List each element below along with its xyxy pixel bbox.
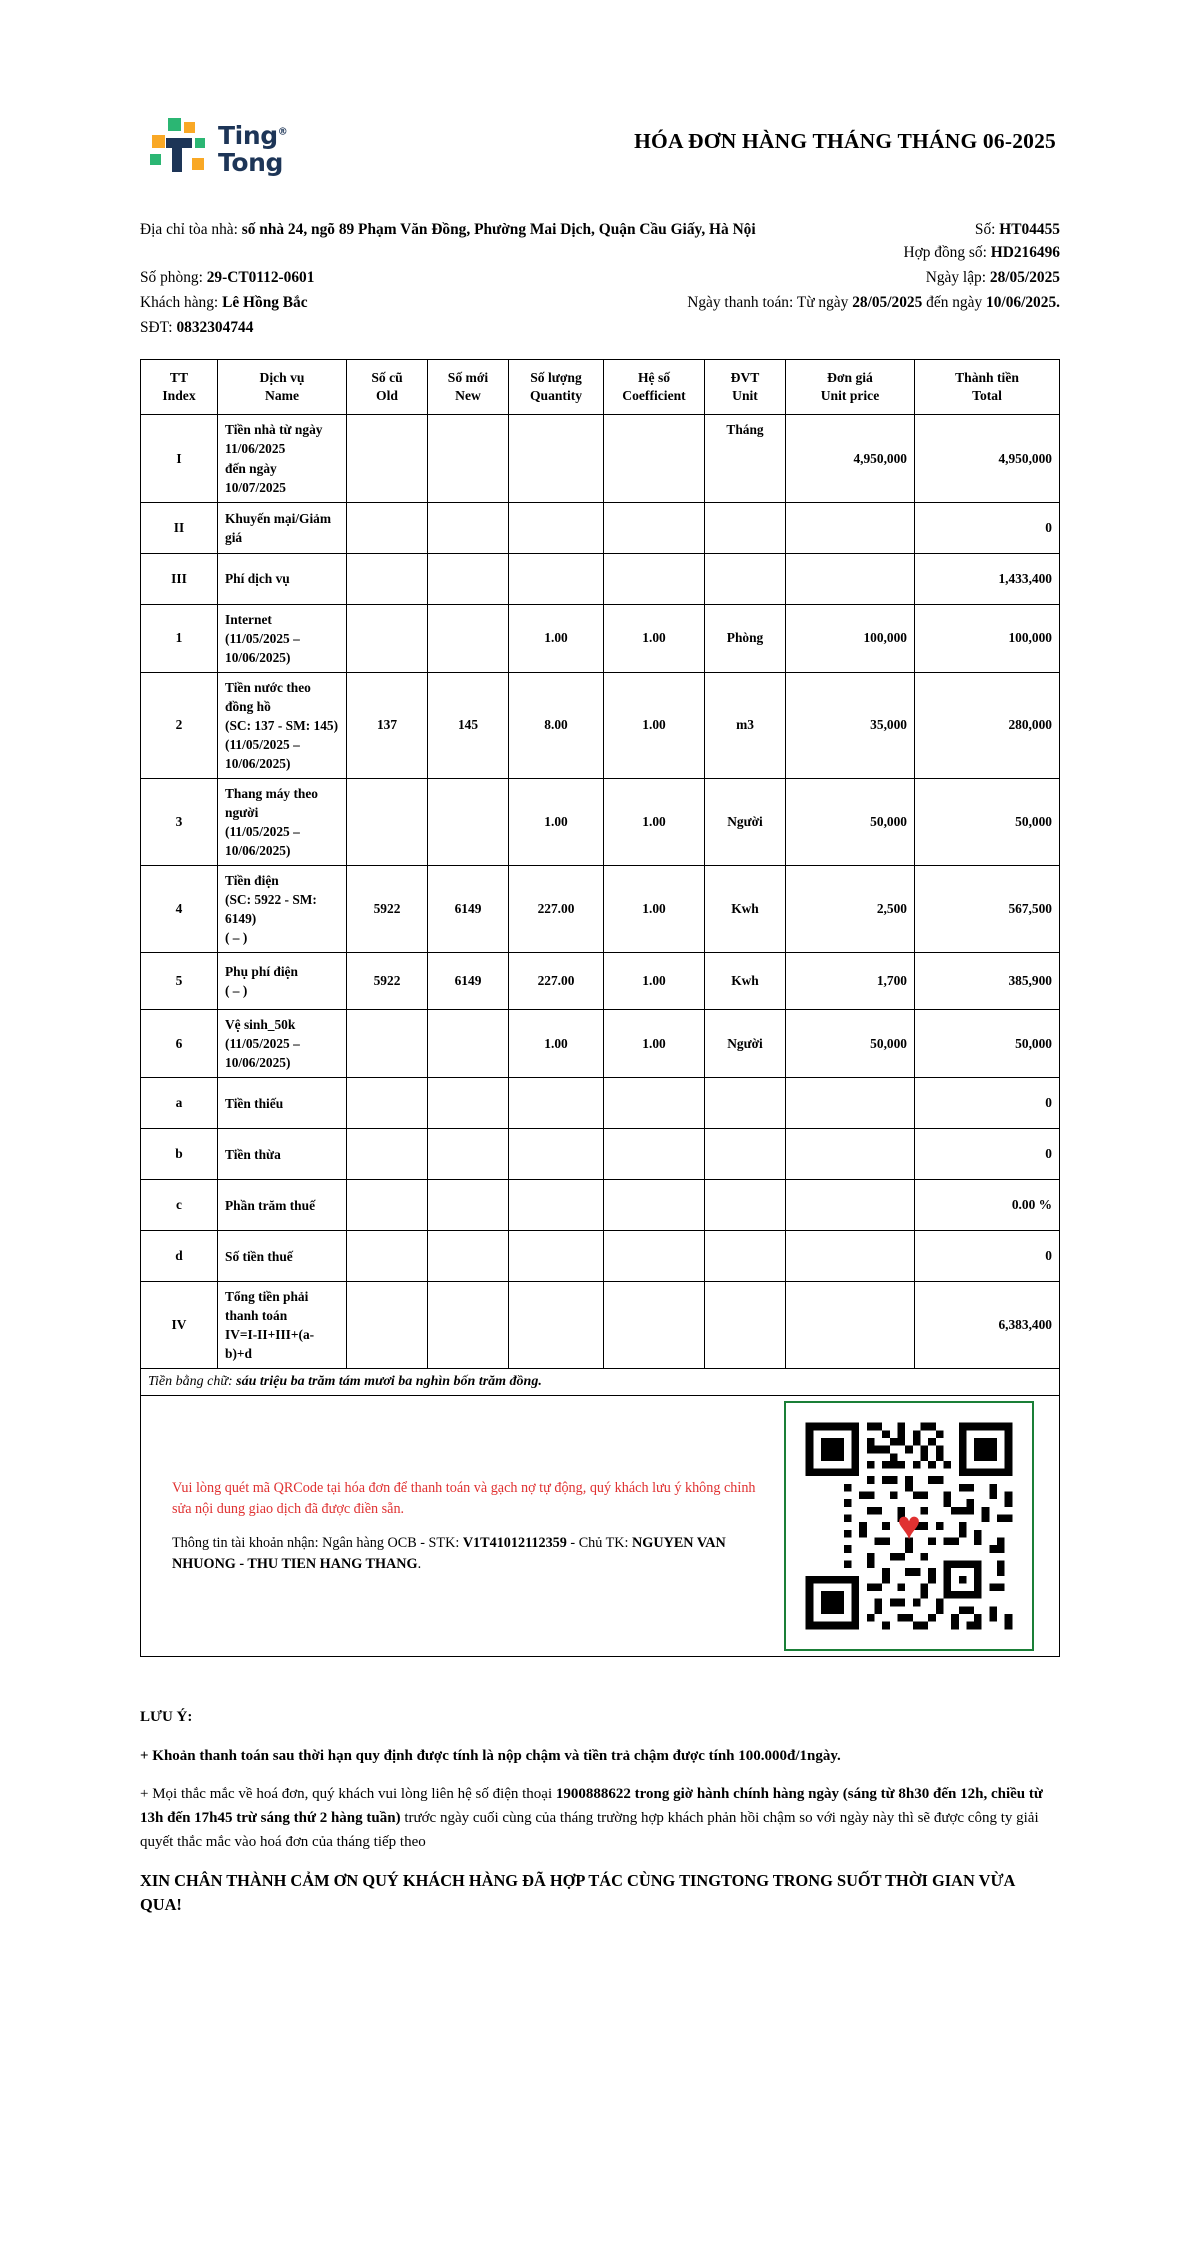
amount-in-words — [141, 1369, 1060, 1396]
row-qty — [509, 1129, 604, 1180]
brand-name-line1: Ting — [218, 121, 278, 150]
room-number-label: Số phòng: — [140, 268, 203, 286]
row-price: 35,000 — [786, 672, 915, 778]
row-unit — [705, 502, 786, 553]
row-total: 0.00 % — [915, 1180, 1060, 1231]
col-header-index: TT Index — [141, 359, 218, 415]
row-name: Số tiền thuế — [218, 1231, 347, 1282]
row-price — [786, 1282, 915, 1369]
amount-in-words-value: sáu triệu ba trăm tám mươi ba nghìn bốn trăm đồng. — [236, 1374, 542, 1390]
row-unit — [705, 1129, 786, 1180]
row-name: Internet (11/05/2025 – 10/06/2025) — [218, 604, 347, 672]
row-total: 100,000 — [915, 604, 1060, 672]
row-old — [347, 1078, 428, 1129]
row-qty — [509, 1180, 604, 1231]
contract-number-value: HD216496 — [990, 243, 1060, 261]
table-row — [141, 953, 1060, 1010]
bank-info-suffix: . — [417, 1555, 422, 1572]
col-header-quantity: Số lượng Quantity — [509, 359, 604, 415]
row-qty — [509, 415, 604, 502]
row-new — [428, 502, 509, 553]
invoice-table — [140, 359, 1060, 1658]
row-unit: Người — [705, 778, 786, 865]
qr-note — [172, 1478, 762, 1574]
row-index: b — [141, 1129, 218, 1180]
row-index: 6 — [141, 1010, 218, 1078]
row-qty: 1.00 — [509, 604, 604, 672]
row-new: 6149 — [428, 865, 509, 952]
row-qty: 227.00 — [509, 865, 604, 952]
row-name: Vệ sinh_50k (11/05/2025 – 10/06/2025) — [218, 1010, 347, 1078]
payment-period-label: Ngày thanh toán: Từ ngày — [687, 293, 849, 311]
bank-info — [172, 1533, 762, 1574]
contract-number-label: Hợp đồng số: — [903, 243, 987, 261]
row-price: 50,000 — [786, 778, 915, 865]
row-name: Phụ phí điện ( – ) — [218, 953, 347, 1010]
table-row — [141, 672, 1060, 778]
row-old — [347, 415, 428, 502]
row-coef: 1.00 — [604, 865, 705, 952]
amount-in-words-row — [141, 1369, 1060, 1396]
row-total: 4,950,000 — [915, 415, 1060, 502]
row-index: 4 — [141, 865, 218, 952]
row-name: Tiền nhà từ ngày 11/06/2025 đến ngày 10/07/2025 — [218, 415, 347, 502]
table-row — [141, 1129, 1060, 1180]
row-index: 1 — [141, 604, 218, 672]
bank-account-number: V1T41012112359 — [462, 1535, 567, 1552]
payment-period — [687, 291, 1060, 316]
created-date-label: Ngày lập: — [925, 268, 987, 286]
row-new — [428, 1010, 509, 1078]
invoice-table-head — [141, 359, 1060, 415]
row-coef — [604, 502, 705, 553]
table-row — [141, 1010, 1060, 1078]
row-name: Tiền nước theo đồng hồ (SC: 137 - SM: 145) (11/05/2025 – 10/06/2025) — [218, 672, 347, 778]
created-date-value: 28/05/2025 — [989, 268, 1060, 286]
row-price — [786, 1180, 915, 1231]
row-coef: 1.00 — [604, 672, 705, 778]
row-unit — [705, 553, 786, 604]
invoice-table-body — [141, 415, 1060, 1657]
row-coef — [604, 1129, 705, 1180]
payment-period-mid: đến ngày — [926, 293, 983, 311]
payment-period-to: 10/06/2025. — [986, 293, 1060, 311]
row-price — [786, 502, 915, 553]
table-row — [141, 865, 1060, 952]
col-header-total: Thành tiền Total — [915, 359, 1060, 415]
table-row — [141, 778, 1060, 865]
row-new — [428, 604, 509, 672]
row-index: a — [141, 1078, 218, 1129]
col-header-price: Đơn giá Unit price — [786, 359, 915, 415]
row-qty: 1.00 — [509, 1010, 604, 1078]
bank-account-owner: NGUYEN VAN NHUONG - THU TIEN HANG THANG — [172, 1535, 726, 1572]
row-total: 50,000 — [915, 778, 1060, 865]
col-header-old: Số cũ Old — [347, 359, 428, 415]
row-total: 385,900 — [915, 953, 1060, 1010]
col-header-unit: ĐVT Unit — [705, 359, 786, 415]
row-price: 100,000 — [786, 604, 915, 672]
row-index: 2 — [141, 672, 218, 778]
row-unit: m3 — [705, 672, 786, 778]
row-index: d — [141, 1231, 218, 1282]
row-price: 50,000 — [786, 1010, 915, 1078]
customer-phone-label: SĐT: — [140, 318, 173, 336]
brand-logo — [140, 118, 468, 180]
customer-name-value: Lê Hồng Bắc — [222, 293, 308, 311]
row-old — [347, 604, 428, 672]
notes-title: LƯU Ý: — [140, 1709, 193, 1726]
row-unit: Người — [705, 1010, 786, 1078]
row-unit: Phòng — [705, 604, 786, 672]
row-unit: Tháng — [705, 415, 786, 502]
customer-name-label: Khách hàng: — [140, 293, 219, 311]
row-new — [428, 1180, 509, 1231]
qr-row — [141, 1396, 1060, 1657]
row-price: 1,700 — [786, 953, 915, 1010]
row-price — [786, 1231, 915, 1282]
invoice-meta — [140, 218, 1060, 341]
row-index: 5 — [141, 953, 218, 1010]
row-unit — [705, 1282, 786, 1369]
row-coef — [604, 415, 705, 502]
table-row — [141, 1078, 1060, 1129]
row-coef — [604, 1282, 705, 1369]
row-index: c — [141, 1180, 218, 1231]
brand-name-line2: Tong — [218, 148, 284, 177]
row-coef — [604, 1180, 705, 1231]
row-total: 280,000 — [915, 672, 1060, 778]
row-coef: 1.00 — [604, 1010, 705, 1078]
row-qty — [509, 553, 604, 604]
row-price — [786, 553, 915, 604]
invoice-number — [975, 218, 1060, 243]
row-total: 0 — [915, 1231, 1060, 1282]
row-price: 2,500 — [786, 865, 915, 952]
row-new — [428, 553, 509, 604]
row-total: 50,000 — [915, 1010, 1060, 1078]
tingtong-logo-icon — [148, 118, 208, 180]
created-date — [926, 266, 1060, 291]
row-name: Phần trăm thuế — [218, 1180, 347, 1231]
row-qty — [509, 1078, 604, 1129]
building-address — [140, 218, 756, 243]
bank-info-mid: - Chủ TK: — [570, 1535, 629, 1552]
row-old — [347, 553, 428, 604]
table-row — [141, 415, 1060, 502]
customer-phone-value: 0832304744 — [176, 318, 254, 336]
col-header-name: Dịch vụ Name — [218, 359, 347, 415]
row-name: Tiền thừa — [218, 1129, 347, 1180]
row-coef: 1.00 — [604, 604, 705, 672]
table-row-total — [141, 1282, 1060, 1369]
row-index: III — [141, 553, 218, 604]
room-number — [140, 266, 314, 291]
table-header-row — [141, 359, 1060, 415]
contract-number — [903, 241, 1060, 266]
row-old — [347, 1231, 428, 1282]
row-index: I — [141, 415, 218, 502]
row-coef: 1.00 — [604, 778, 705, 865]
row-new — [428, 1282, 509, 1369]
table-row — [141, 553, 1060, 604]
row-qty: 227.00 — [509, 953, 604, 1010]
row-index: IV — [141, 1282, 218, 1369]
registered-mark: ® — [277, 126, 288, 138]
table-row — [141, 1180, 1060, 1231]
row-new — [428, 1231, 509, 1282]
table-row — [141, 604, 1060, 672]
row-new — [428, 1078, 509, 1129]
row-total: 0 — [915, 1078, 1060, 1129]
support-phone: 1900888622 — [555, 1785, 631, 1802]
customer-phone — [140, 316, 253, 341]
row-unit: Kwh — [705, 953, 786, 1010]
row-qty — [509, 1231, 604, 1282]
row-old: 5922 — [347, 865, 428, 952]
row-coef — [604, 1231, 705, 1282]
qr-warning-text: Vui lòng quét mã QRCode tại hóa đơn để thanh toán và gạch nợ tự động, quý khách lưu ý không chỉnh sửa nội dung giao dịch đã được điền sẵn. — [172, 1480, 756, 1517]
row-unit — [705, 1180, 786, 1231]
row-new: 6149 — [428, 953, 509, 1010]
row-total: 1,433,400 — [915, 553, 1060, 604]
row-new — [428, 778, 509, 865]
bank-info-prefix: Thông tin tài khoản nhận: Ngân hàng OCB - STK: — [172, 1535, 460, 1552]
row-coef — [604, 553, 705, 604]
row-qty: 1.00 — [509, 778, 604, 865]
heart-icon: ♥ — [897, 1503, 921, 1549]
row-new — [428, 1129, 509, 1180]
row-index: II — [141, 502, 218, 553]
row-old — [347, 778, 428, 865]
row-old: 137 — [347, 672, 428, 778]
row-old — [347, 1180, 428, 1231]
row-name: Tiền thiếu — [218, 1078, 347, 1129]
row-total: 0 — [915, 1129, 1060, 1180]
col-header-new: Số mới New — [428, 359, 509, 415]
row-coef — [604, 1078, 705, 1129]
amount-in-words-label: Tiền bằng chữ: — [148, 1374, 233, 1390]
col-header-coefficient: Hệ số Coefficient — [604, 359, 705, 415]
row-qty — [509, 502, 604, 553]
row-name: Tổng tiền phải thanh toán IV=I-II+III+(a-b)+d — [218, 1282, 347, 1369]
row-name: Thang máy theo người (11/05/2025 – 10/06/2025) — [218, 778, 347, 865]
row-unit — [705, 1231, 786, 1282]
note-support: + Mọi thắc mắc về hoá đơn, quý khách vui lòng liên hệ số điện thoại 1900888622 trong giờ hành chính hàng ngày (sáng từ 8h30 đến 12h, chiều từ 13h đến 17h45 trừ sáng thứ 2 hàng tuần) trước ngày cuối cùng của tháng trường hợp khách phản hồi chậm so với ngày này thì sẽ được công ty giải quyết thắc mắc vào hoá đơn của tháng tiếp theo — [140, 1785, 1043, 1851]
room-number-value: 29-CT0112-0601 — [206, 268, 315, 286]
row-old — [347, 1282, 428, 1369]
page-title: HÓA ĐƠN HÀNG THÁNG THÁNG 06-2025 — [634, 129, 1056, 153]
row-qty — [509, 1282, 604, 1369]
note-late-payment: + Khoản thanh toán sau thời hạn quy định được tính là nộp chậm và tiền trả chậm được tính 100.000đ/1ngày. — [140, 1747, 841, 1764]
row-price — [786, 1078, 915, 1129]
payment-period-from: 28/05/2025 — [852, 293, 923, 311]
invoice-number-label: Số: — [974, 221, 996, 238]
table-row — [141, 1231, 1060, 1282]
invoice-number-value: HT04455 — [999, 221, 1060, 238]
invoice-notes — [140, 1705, 1060, 1918]
row-unit — [705, 1078, 786, 1129]
row-name: Khuyến mại/Giảm giá — [218, 502, 347, 553]
table-row — [141, 502, 1060, 553]
row-unit: Kwh — [705, 865, 786, 952]
row-old: 5922 — [347, 953, 428, 1010]
row-price — [786, 1129, 915, 1180]
brand-wordmark — [218, 122, 287, 176]
qr-payment-block — [141, 1396, 1060, 1657]
invoice-header — [140, 0, 1060, 180]
row-new — [428, 415, 509, 502]
row-coef: 1.00 — [604, 953, 705, 1010]
row-old — [347, 1129, 428, 1180]
row-old — [347, 502, 428, 553]
row-total: 567,500 — [915, 865, 1060, 952]
building-address-value: số nhà 24, ngõ 89 Phạm Văn Đồng, Phường Mai Dịch, Quận Cầu Giấy, Hà Nội — [241, 221, 756, 238]
row-qty: 8.00 — [509, 672, 604, 778]
row-grand-total: 6,383,400 — [915, 1282, 1060, 1369]
row-old — [347, 1010, 428, 1078]
thanks-message: XIN CHÂN THÀNH CẢM ƠN QUÝ KHÁCH HÀNG ĐÃ HỢP TÁC CÙNG TINGTONG TRONG SUỐT THỜI GIAN VỪA QUA! — [140, 1870, 1015, 1915]
building-address-label: Địa chỉ tòa nhà: — [140, 221, 238, 238]
customer-name — [140, 291, 308, 316]
row-new: 145 — [428, 672, 509, 778]
row-total: 0 — [915, 502, 1060, 553]
row-price: 4,950,000 — [786, 415, 915, 502]
row-index: 3 — [141, 778, 218, 865]
row-name: Tiền điện (SC: 5922 - SM: 6149) ( – ) — [218, 865, 347, 952]
qr-code-icon[interactable] — [784, 1401, 1034, 1651]
row-name: Phí dịch vụ — [218, 553, 347, 604]
